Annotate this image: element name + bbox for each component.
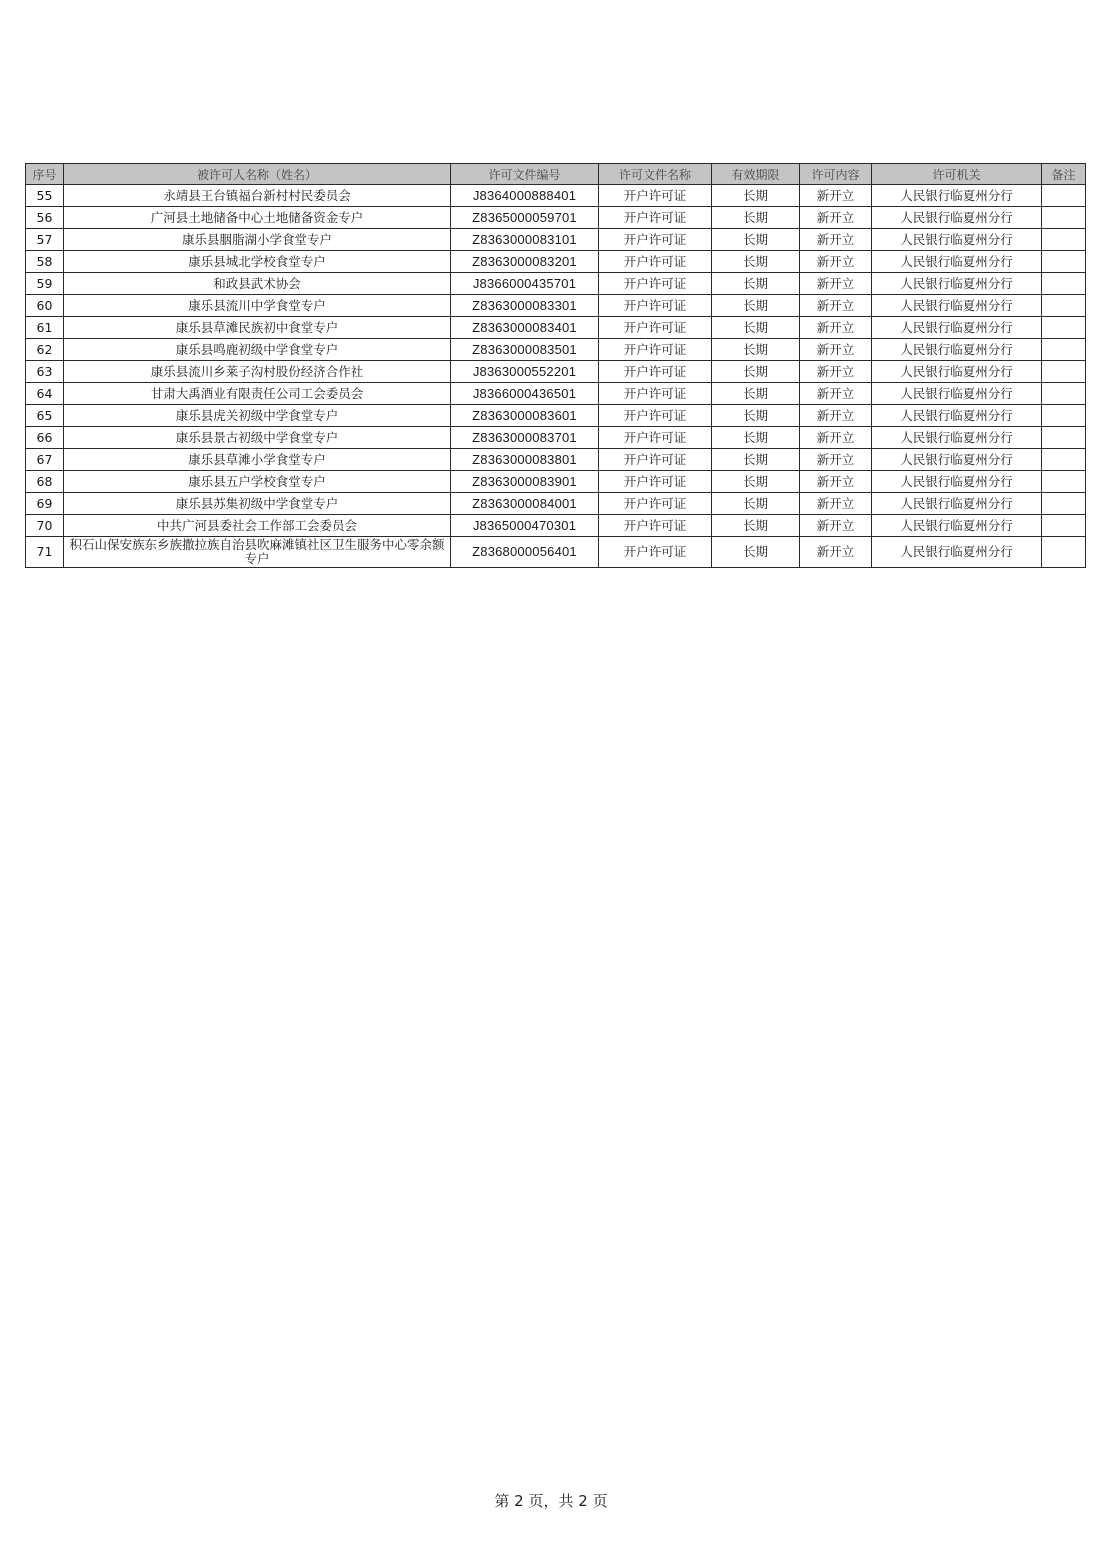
license-title-cell: 开户许可证 [599, 449, 712, 471]
header-seq: 序号 [26, 164, 64, 185]
license-content-cell: 新开立 [800, 515, 872, 537]
license-title-cell: 开户许可证 [599, 405, 712, 427]
seq-cell: 63 [26, 361, 64, 383]
remarks-cell [1042, 251, 1086, 273]
seq-cell: 61 [26, 317, 64, 339]
licensee-name-cell: 康乐县流川中学食堂专户 [64, 295, 451, 317]
license-number-cell: J8366000436501 [451, 383, 599, 405]
header-validity: 有效期限 [712, 164, 800, 185]
remarks-cell [1042, 273, 1086, 295]
header-issuing-authority: 许可机关 [872, 164, 1042, 185]
license-content-cell: 新开立 [800, 427, 872, 449]
seq-cell: 71 [26, 537, 64, 568]
issuing-authority-cell: 人民银行临夏州分行 [872, 251, 1042, 273]
validity-cell: 长期 [712, 317, 800, 339]
license-number-cell: Z8365000059701 [451, 207, 599, 229]
licensee-name-cell: 甘肃大禹酒业有限责任公司工会委员会 [64, 383, 451, 405]
licensee-name-cell: 康乐县鸣鹿初级中学食堂专户 [64, 339, 451, 361]
license-content-cell: 新开立 [800, 383, 872, 405]
table-row [26, 449, 1086, 471]
table-row [26, 405, 1086, 427]
license-title-cell: 开户许可证 [599, 537, 712, 568]
seq-cell: 65 [26, 405, 64, 427]
validity-cell: 长期 [712, 493, 800, 515]
licensee-name-cell: 康乐县胭脂湖小学食堂专户 [64, 229, 451, 251]
validity-cell: 长期 [712, 295, 800, 317]
license-title-cell: 开户许可证 [599, 207, 712, 229]
remarks-cell [1042, 229, 1086, 251]
license-content-cell: 新开立 [800, 185, 872, 207]
license-title-cell: 开户许可证 [599, 361, 712, 383]
seq-cell: 66 [26, 427, 64, 449]
remarks-cell [1042, 427, 1086, 449]
license-content-cell: 新开立 [800, 537, 872, 568]
license-title-cell: 开户许可证 [599, 515, 712, 537]
table-body [26, 185, 1086, 568]
validity-cell: 长期 [712, 185, 800, 207]
issuing-authority-cell: 人民银行临夏州分行 [872, 295, 1042, 317]
license-number-cell: Z8363000083401 [451, 317, 599, 339]
license-content-cell: 新开立 [800, 493, 872, 515]
seq-cell: 56 [26, 207, 64, 229]
issuing-authority-cell: 人民银行临夏州分行 [872, 493, 1042, 515]
license-number-cell: Z8363000084001 [451, 493, 599, 515]
table-row [26, 273, 1086, 295]
validity-cell: 长期 [712, 273, 800, 295]
validity-cell: 长期 [712, 207, 800, 229]
seq-cell: 55 [26, 185, 64, 207]
seq-cell: 70 [26, 515, 64, 537]
licensee-name-cell: 康乐县虎关初级中学食堂专户 [64, 405, 451, 427]
license-number-cell: Z8363000083701 [451, 427, 599, 449]
issuing-authority-cell: 人民银行临夏州分行 [872, 405, 1042, 427]
license-number-cell: Z8363000083201 [451, 251, 599, 273]
license-title-cell: 开户许可证 [599, 493, 712, 515]
license-title-cell: 开户许可证 [599, 383, 712, 405]
license-content-cell: 新开立 [800, 449, 872, 471]
seq-cell: 68 [26, 471, 64, 493]
validity-cell: 长期 [712, 449, 800, 471]
issuing-authority-cell: 人民银行临夏州分行 [872, 449, 1042, 471]
table-row [26, 537, 1086, 568]
validity-cell: 长期 [712, 339, 800, 361]
license-number-cell: J8365000470301 [451, 515, 599, 537]
seq-cell: 58 [26, 251, 64, 273]
license-title-cell: 开户许可证 [599, 295, 712, 317]
license-title-cell: 开户许可证 [599, 229, 712, 251]
validity-cell: 长期 [712, 471, 800, 493]
page-footer: 第 2 页，共 2 页 [494, 1492, 608, 1510]
licensee-name-cell: 永靖县王台镇福台新村村民委员会 [64, 185, 451, 207]
remarks-cell [1042, 339, 1086, 361]
license-title-cell: 开户许可证 [599, 273, 712, 295]
table-row [26, 471, 1086, 493]
licensee-name-cell: 康乐县五户学校食堂专户 [64, 471, 451, 493]
license-title-cell: 开户许可证 [599, 317, 712, 339]
table-row [26, 515, 1086, 537]
issuing-authority-cell: 人民银行临夏州分行 [872, 361, 1042, 383]
table-row [26, 339, 1086, 361]
license-title-cell: 开户许可证 [599, 339, 712, 361]
seq-cell: 67 [26, 449, 64, 471]
validity-cell: 长期 [712, 515, 800, 537]
table-row [26, 361, 1086, 383]
license-content-cell: 新开立 [800, 229, 872, 251]
license-content-cell: 新开立 [800, 295, 872, 317]
licensee-name-cell: 康乐县景古初级中学食堂专户 [64, 427, 451, 449]
table-row [26, 493, 1086, 515]
issuing-authority-cell: 人民银行临夏州分行 [872, 207, 1042, 229]
issuing-authority-cell: 人民银行临夏州分行 [872, 185, 1042, 207]
licensee-name-cell: 康乐县流川乡莱子沟村股份经济合作社 [64, 361, 451, 383]
seq-cell: 69 [26, 493, 64, 515]
table-row [26, 383, 1086, 405]
issuing-authority-cell: 人民银行临夏州分行 [872, 229, 1042, 251]
header-licensee-name: 被许可人名称（姓名） [64, 164, 451, 185]
remarks-cell [1042, 383, 1086, 405]
header-license-content: 许可内容 [800, 164, 872, 185]
remarks-cell [1042, 471, 1086, 493]
seq-cell: 64 [26, 383, 64, 405]
license-title-cell: 开户许可证 [599, 427, 712, 449]
license-content-cell: 新开立 [800, 251, 872, 273]
license-number-cell: Z8363000083101 [451, 229, 599, 251]
issuing-authority-cell: 人民银行临夏州分行 [872, 471, 1042, 493]
validity-cell: 长期 [712, 383, 800, 405]
remarks-cell [1042, 405, 1086, 427]
validity-cell: 长期 [712, 427, 800, 449]
seq-cell: 59 [26, 273, 64, 295]
seq-cell: 62 [26, 339, 64, 361]
license-content-cell: 新开立 [800, 273, 872, 295]
remarks-cell [1042, 493, 1086, 515]
licensee-name-cell: 康乐县草滩民族初中食堂专户 [64, 317, 451, 339]
validity-cell: 长期 [712, 229, 800, 251]
remarks-cell [1042, 515, 1086, 537]
license-number-cell: J8366000435701 [451, 273, 599, 295]
license-number-cell: Z8363000083501 [451, 339, 599, 361]
table-row [26, 427, 1086, 449]
table-row [26, 295, 1086, 317]
license-content-cell: 新开立 [800, 361, 872, 383]
license-content-cell: 新开立 [800, 471, 872, 493]
table-row [26, 185, 1086, 207]
remarks-cell [1042, 185, 1086, 207]
table-row [26, 207, 1086, 229]
license-number-cell: Z8363000083601 [451, 405, 599, 427]
remarks-cell [1042, 537, 1086, 568]
licensee-name-cell: 中共广河县委社会工作部工会委员会 [64, 515, 451, 537]
header-remarks: 备注 [1042, 164, 1086, 185]
issuing-authority-cell: 人民银行临夏州分行 [872, 427, 1042, 449]
issuing-authority-cell: 人民银行临夏州分行 [872, 317, 1042, 339]
table-header [26, 164, 1086, 185]
license-title-cell: 开户许可证 [599, 185, 712, 207]
license-number-cell: J8363000552201 [451, 361, 599, 383]
license-content-cell: 新开立 [800, 317, 872, 339]
license-table [25, 163, 1086, 568]
validity-cell: 长期 [712, 361, 800, 383]
validity-cell: 长期 [712, 537, 800, 568]
licensee-name-cell: 康乐县城北学校食堂专户 [64, 251, 451, 273]
table-row [26, 317, 1086, 339]
issuing-authority-cell: 人民银行临夏州分行 [872, 383, 1042, 405]
license-number-cell: Z8363000083901 [451, 471, 599, 493]
issuing-authority-cell: 人民银行临夏州分行 [872, 537, 1042, 568]
license-content-cell: 新开立 [800, 207, 872, 229]
remarks-cell [1042, 295, 1086, 317]
license-title-cell: 开户许可证 [599, 471, 712, 493]
remarks-cell [1042, 317, 1086, 339]
license-content-cell: 新开立 [800, 339, 872, 361]
header-row [26, 164, 1086, 185]
license-number-cell: Z8368000056401 [451, 537, 599, 568]
licensee-name-cell: 积石山保安族东乡族撒拉族自治县吹麻滩镇社区卫生服务中心零余额专户 [64, 537, 451, 568]
remarks-cell [1042, 207, 1086, 229]
license-number-cell: Z8363000083801 [451, 449, 599, 471]
licensee-name-cell: 广河县土地储备中心土地储备资金专户 [64, 207, 451, 229]
seq-cell: 60 [26, 295, 64, 317]
header-license-number: 许可文件编号 [451, 164, 599, 185]
remarks-cell [1042, 361, 1086, 383]
table-row [26, 229, 1086, 251]
validity-cell: 长期 [712, 405, 800, 427]
license-title-cell: 开户许可证 [599, 251, 712, 273]
seq-cell: 57 [26, 229, 64, 251]
licensee-name-cell: 康乐县草滩小学食堂专户 [64, 449, 451, 471]
issuing-authority-cell: 人民银行临夏州分行 [872, 273, 1042, 295]
table-row [26, 251, 1086, 273]
license-content-cell: 新开立 [800, 405, 872, 427]
remarks-cell [1042, 449, 1086, 471]
license-number-cell: J8364000888401 [451, 185, 599, 207]
issuing-authority-cell: 人民银行临夏州分行 [872, 515, 1042, 537]
license-number-cell: Z8363000083301 [451, 295, 599, 317]
licensee-name-cell: 康乐县苏集初级中学食堂专户 [64, 493, 451, 515]
issuing-authority-cell: 人民银行临夏州分行 [872, 339, 1042, 361]
licensee-name-cell: 和政县武术协会 [64, 273, 451, 295]
header-license-title: 许可文件名称 [599, 164, 712, 185]
validity-cell: 长期 [712, 251, 800, 273]
